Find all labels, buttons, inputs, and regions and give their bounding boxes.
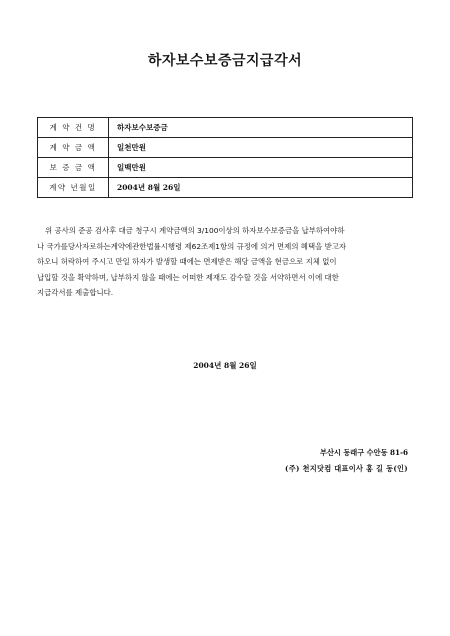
guarantee-amount-value: 일백만원 — [109, 158, 413, 178]
submission-date: 2004년 8월 26일 — [193, 361, 257, 370]
guarantee-amount-label: 보 증 금 액 — [38, 158, 109, 178]
table-row — [38, 138, 413, 158]
table-row — [38, 118, 413, 138]
contract-name-value: 하자보수보증금 — [109, 118, 413, 138]
contract-date-label: 계약 년월일 — [38, 178, 109, 198]
contract-info-table — [37, 117, 413, 198]
document-title: 하자보수보증금지급각서 — [147, 53, 303, 69]
body-line: 나 국가를당사자로하는계약에관한법률시행령 제62조제1항의 규정에 의거 면제의 혜택을 받고자 — [37, 241, 346, 251]
body-paragraph — [37, 223, 413, 301]
company-address: 부산시 동래구 수안동 81-6 — [320, 448, 408, 457]
contract-amount-value: 일천만원 — [109, 138, 413, 158]
body-line: 하오니 허락하여 주시고 만일 하자가 발생할 때에는 면제받은 해당 금액을 현금으로 지체 없이 — [37, 257, 337, 266]
contract-date-value: 2004년 8월 26일 — [109, 178, 413, 198]
company-signature: (주) 천지닷컴 대표이사 홍 길 동(인) — [285, 464, 408, 473]
table-row — [38, 158, 413, 178]
contract-name-label: 계 약 건 명 — [38, 118, 109, 138]
contract-amount-label: 계 약 금 액 — [38, 138, 109, 158]
body-line: 납입할 것을 확약하며, 납부하지 않을 때에는 어떠한 제재도 감수할 것을 서약하면서 이에 대한 — [37, 272, 339, 282]
table-row — [38, 178, 413, 198]
body-line: 지급각서를 제출합니다. — [37, 288, 114, 297]
body-line: 위 공사의 준공 검사후 대금 청구시 계약금액의 3/100이상의 하자보수보증금을 납부하여야하 — [45, 226, 345, 235]
